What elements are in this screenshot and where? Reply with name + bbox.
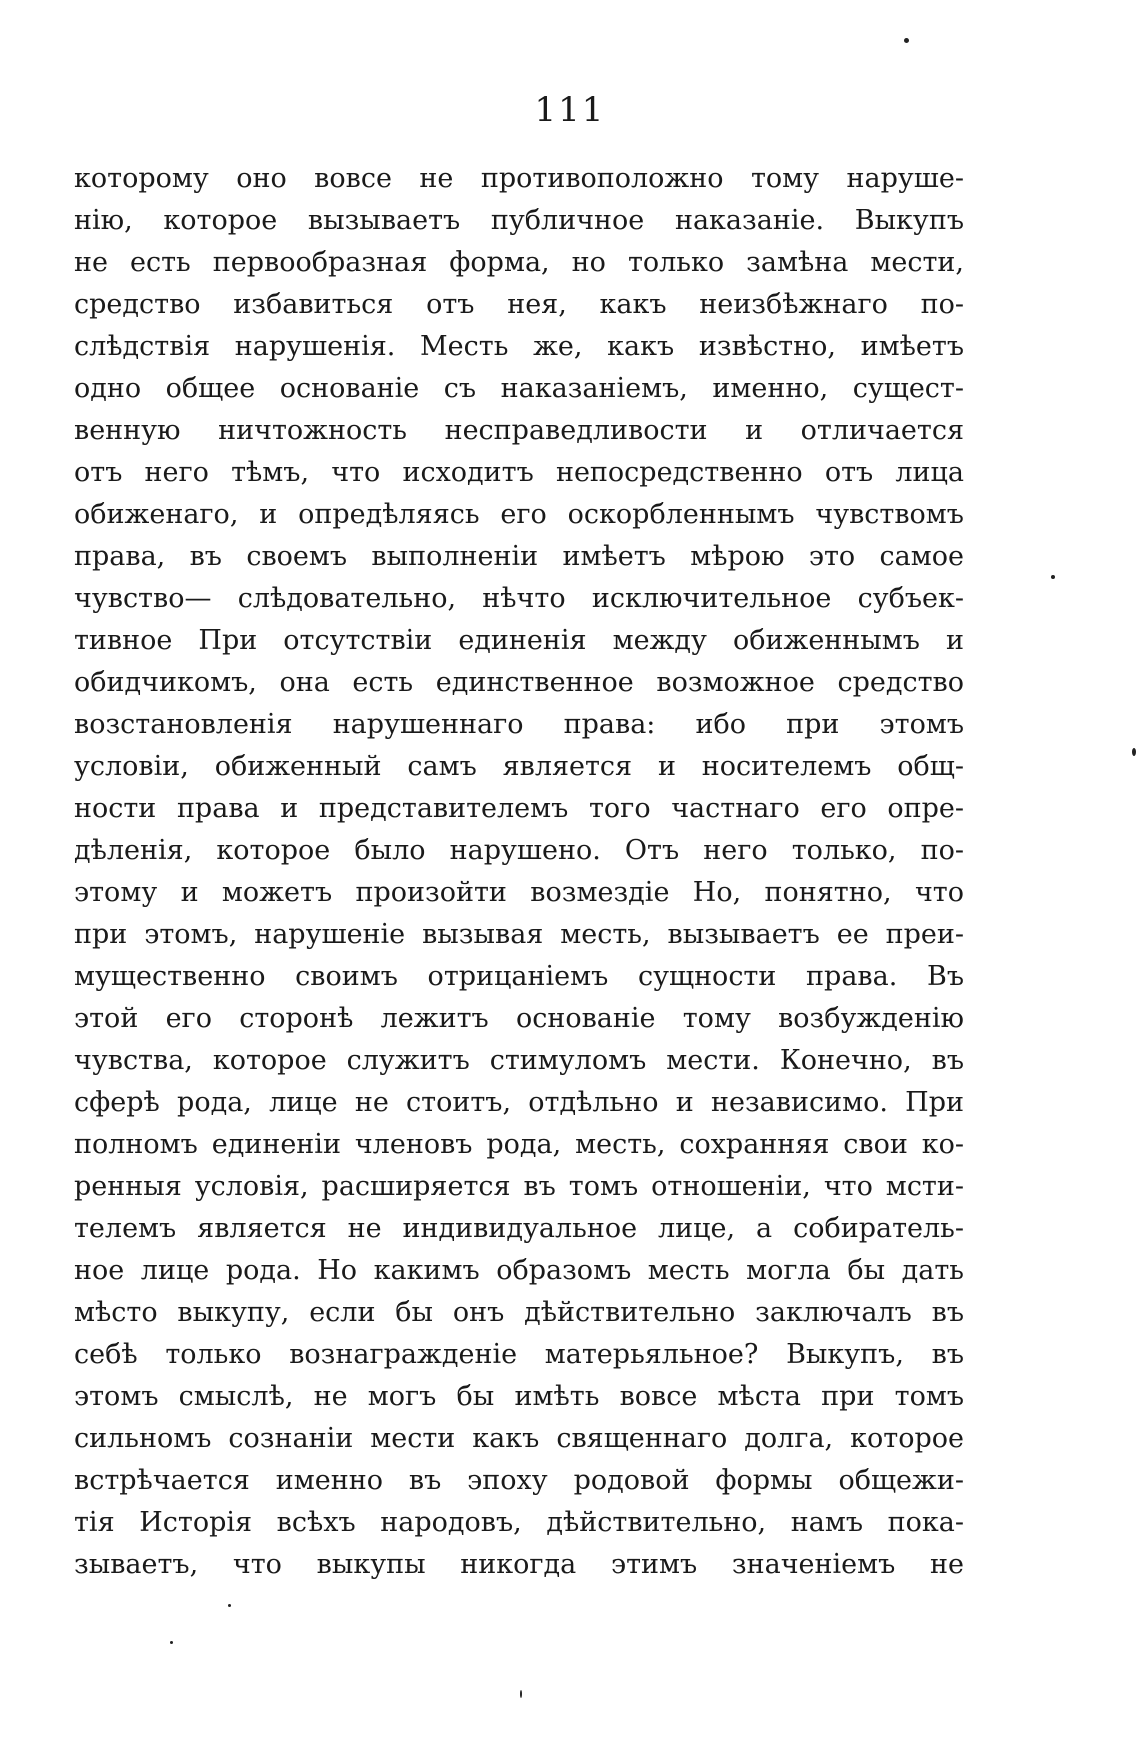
text-line: которому оно вовсе не противоположно тому наруше-: [74, 163, 964, 194]
text-line: не есть первообразная форма, но только замѣна мести,: [74, 247, 964, 278]
text-line: встрѣчается именно въ эпоху родовой формы общежи-: [74, 1465, 964, 1496]
text-line: обидчикомъ, она есть единственное возможное средство: [74, 667, 964, 698]
text-line: ренныя условія, расширяется въ томъ отношеніи, что мсти-: [74, 1171, 964, 1202]
text-line: чувства, которое служитъ стимуломъ мести. Конечно, въ: [74, 1045, 964, 1076]
text-line: ности права и представителемъ того частнаго его опре-: [74, 793, 964, 824]
text-line: телемъ является не индивидуальное лице, а собиратель-: [74, 1213, 964, 1244]
text-line: нію, которое вызываетъ публичное наказаніе. Выкупъ: [74, 205, 964, 236]
text-line: мѣсто выкупу, если бы онъ дѣйствительно заключалъ въ: [74, 1297, 964, 1328]
text-line: зываетъ, что выкупы никогда этимъ значеніемъ не: [74, 1549, 964, 1580]
body-text: [74, 158, 964, 1586]
scan-speck: [904, 38, 909, 43]
text-line: себѣ только вознагражденіе матерьяльное? Выкупъ, въ: [74, 1339, 964, 1370]
text-line: одно общее основаніе съ наказаніемъ, именно, сущест-: [74, 373, 964, 404]
text-line: чувство— слѣдовательно, нѣчто исключительное субъек-: [74, 583, 964, 614]
page-number: 111: [534, 90, 606, 130]
text-line: средство избавиться отъ нея, какъ неизбѣжнаго по-: [74, 289, 964, 320]
text-line: сферѣ рода, лице не стоитъ, отдѣльно и независимо. При: [74, 1087, 964, 1118]
text-line: обиженаго, и опредѣляясь его оскорбленнымъ чувствомъ: [74, 499, 964, 530]
text-line: этому и можетъ произойти возмездіе Но, понятно, что: [74, 877, 964, 908]
text-line: сильномъ сознаніи мести какъ священнаго долга, которое: [74, 1423, 964, 1454]
scan-speck: [170, 1641, 173, 1644]
scan-speck: [228, 1604, 231, 1607]
text-line: этомъ смыслѣ, не могъ бы имѣть вовсе мѣста при томъ: [74, 1381, 964, 1412]
scan-speck: [1132, 748, 1136, 756]
text-line: возстановленія нарушеннаго права: ибо при этомъ: [74, 709, 964, 740]
text-line: дѣленія, которое было нарушено. Отъ него только, по-: [74, 835, 964, 866]
text-line: мущественно своимъ отрицаніемъ сущности права. Въ: [74, 961, 964, 992]
text-line: условіи, обиженный самъ является и носителемъ общ-: [74, 751, 964, 782]
text-line: тія Исторія всѣхъ народовъ, дѣйствительно, намъ пока-: [74, 1507, 964, 1538]
text-line: тивное При отсутствіи единенія между обиженнымъ и: [74, 625, 964, 656]
text-line: при этомъ, нарушеніе вызывая месть, вызываетъ ее преи-: [74, 919, 964, 950]
text-line: отъ него тѣмъ, что исходитъ непосредственно отъ лица: [74, 457, 964, 488]
text-line: слѣдствія нарушенія. Месть же, какъ извѣстно, имѣетъ: [74, 331, 964, 362]
scan-speck: [1051, 575, 1055, 579]
text-line: ное лице рода. Но какимъ образомъ месть могла бы дать: [74, 1255, 964, 1286]
text-line: полномъ единеніи членовъ рода, месть, сохранняя свои ко-: [74, 1129, 964, 1160]
text-line: этой его сторонѣ лежитъ основаніе тому возбужденію: [74, 1003, 964, 1034]
text-line: права, въ своемъ выполненіи имѣетъ мѣрою это самое: [74, 541, 964, 572]
text-line: венную ничтожность несправедливости и отличается: [74, 415, 964, 446]
scan-speck: [520, 1690, 522, 1698]
